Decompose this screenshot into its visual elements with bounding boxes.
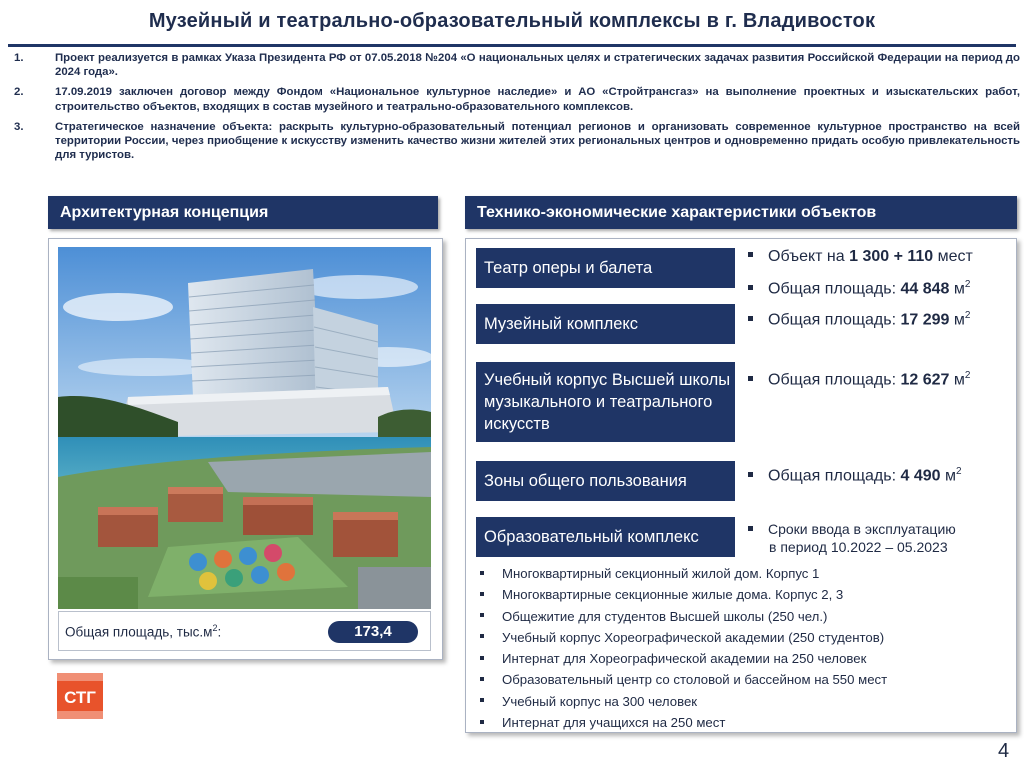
bullet-icon [480, 634, 484, 638]
architecture-render-image [58, 247, 431, 609]
bullet-icon [748, 376, 753, 381]
list-item: Интернат для Хореографической академии на 250 человек [480, 648, 887, 669]
list-item: Многоквартирный секционный жилой дом. Корпус 1 [480, 563, 887, 584]
tech-econ-header: Технико-экономические характеристики объектов [465, 196, 1017, 229]
page-number: 4 [998, 740, 1010, 762]
opera-theatre-facts [748, 243, 973, 303]
fact-item: Общая площадь: 17 299 $м^2$ [748, 302, 970, 334]
object-museum: Музейный комплекс [476, 304, 735, 344]
page-title: Музейный и театрально-образовательный комплексы в г. Владивосток [148, 10, 876, 32]
bullet-icon [748, 472, 753, 477]
object-opera-theatre: Театр оперы и балета [476, 248, 735, 288]
point-number: 2. [14, 86, 24, 99]
intro-point [14, 120, 1020, 163]
list-item: Общежитие для студентов Высшей школы (250 чел.) [480, 606, 887, 627]
object-common-zones: Зоны общего пользования [476, 461, 735, 501]
point-number: 3. [14, 120, 24, 133]
bullet-icon [480, 571, 484, 575]
list-item: Учебный корпус Хореографической академии (250 студентов) [480, 627, 887, 648]
fact-item: Общая площадь: 4 490 $м^2$ [748, 458, 962, 490]
education-complex-list [480, 563, 887, 733]
deadline-line: в период 10.2022 – 05.2023 [769, 539, 948, 555]
bullet-icon [480, 698, 484, 702]
point-number: 1. [14, 52, 24, 64]
stg-logo [57, 673, 103, 719]
bullet-icon [748, 316, 753, 321]
bullet-icon [480, 592, 484, 596]
total-area-box [58, 611, 431, 651]
architecture-concept-panel [48, 238, 443, 660]
fact-item: Объект на 1 300 + 110 мест [748, 243, 973, 271]
total-area-value: 173,4 [328, 621, 418, 643]
commissioning-deadline [748, 520, 956, 556]
deadline-line: Сроки ввода в эксплуатацию [748, 520, 956, 538]
bullet-icon [480, 720, 484, 724]
total-area-label: Общая площадь, $тыс.м^2$: [65, 623, 222, 640]
object-education-complex: Образовательный комплекс [476, 517, 735, 557]
bullet-icon [480, 613, 484, 617]
point-text: Стратегическое назначение объекта: раскрыть культурно-образовательный потенциал регионов и организовать современное культурное пространство на всей территории России, через приобщение к искусству изменить качество жизни жителей этих региональных центров и одновременно придать особую привлекательность для туристов. [55, 120, 1020, 162]
point-text: 17.09.2019 заключен договор между Фондом «Национальное культурное наследие» и АО «Стройтрансгаз» на выполнение проектных и изыскательских работ, строительство объектов, входящих в состав музейного и театрально-образовательного комплексов. [55, 86, 1020, 113]
bullet-icon [480, 677, 484, 681]
architecture-concept-header: Архитектурная концепция [48, 196, 438, 229]
svg-text:СТГ: СТГ [64, 688, 96, 707]
list-item: Многоквартирные секционные жилые дома. Корпус 2, 3 [480, 584, 887, 605]
common-zones-facts [748, 458, 962, 490]
bullet-icon [748, 285, 753, 290]
list-item: Учебный корпус на 300 человек [480, 691, 887, 712]
intro-point [14, 51, 1020, 79]
intro-points [14, 51, 1020, 168]
bullet-icon [480, 656, 484, 660]
fact-item: Общая площадь: 12 627 $м^2$ [748, 362, 970, 394]
bullet-icon [748, 252, 753, 257]
intro-point [14, 85, 1020, 113]
title-divider [8, 44, 1016, 47]
museum-facts [748, 302, 970, 334]
list-item: Интернат для учащихся на 250 мест [480, 712, 887, 733]
bullet-icon [748, 526, 753, 531]
object-higher-school: Учебный корпус Высшей школы музыкального и театрального искусств [476, 362, 735, 442]
fact-item: Общая площадь: 44 848 $м^2$ [748, 271, 973, 303]
point-text: Проект реализуется в рамках Указа Президента РФ от 07.05.2018 №204 «О национальных целях и стратегических задачах развития Российской Федерации на период до 2024 года». [55, 52, 1020, 79]
higher-school-facts [748, 362, 970, 394]
list-item: Образовательный центр со столовой и бассейном на 550 мест [480, 669, 887, 690]
